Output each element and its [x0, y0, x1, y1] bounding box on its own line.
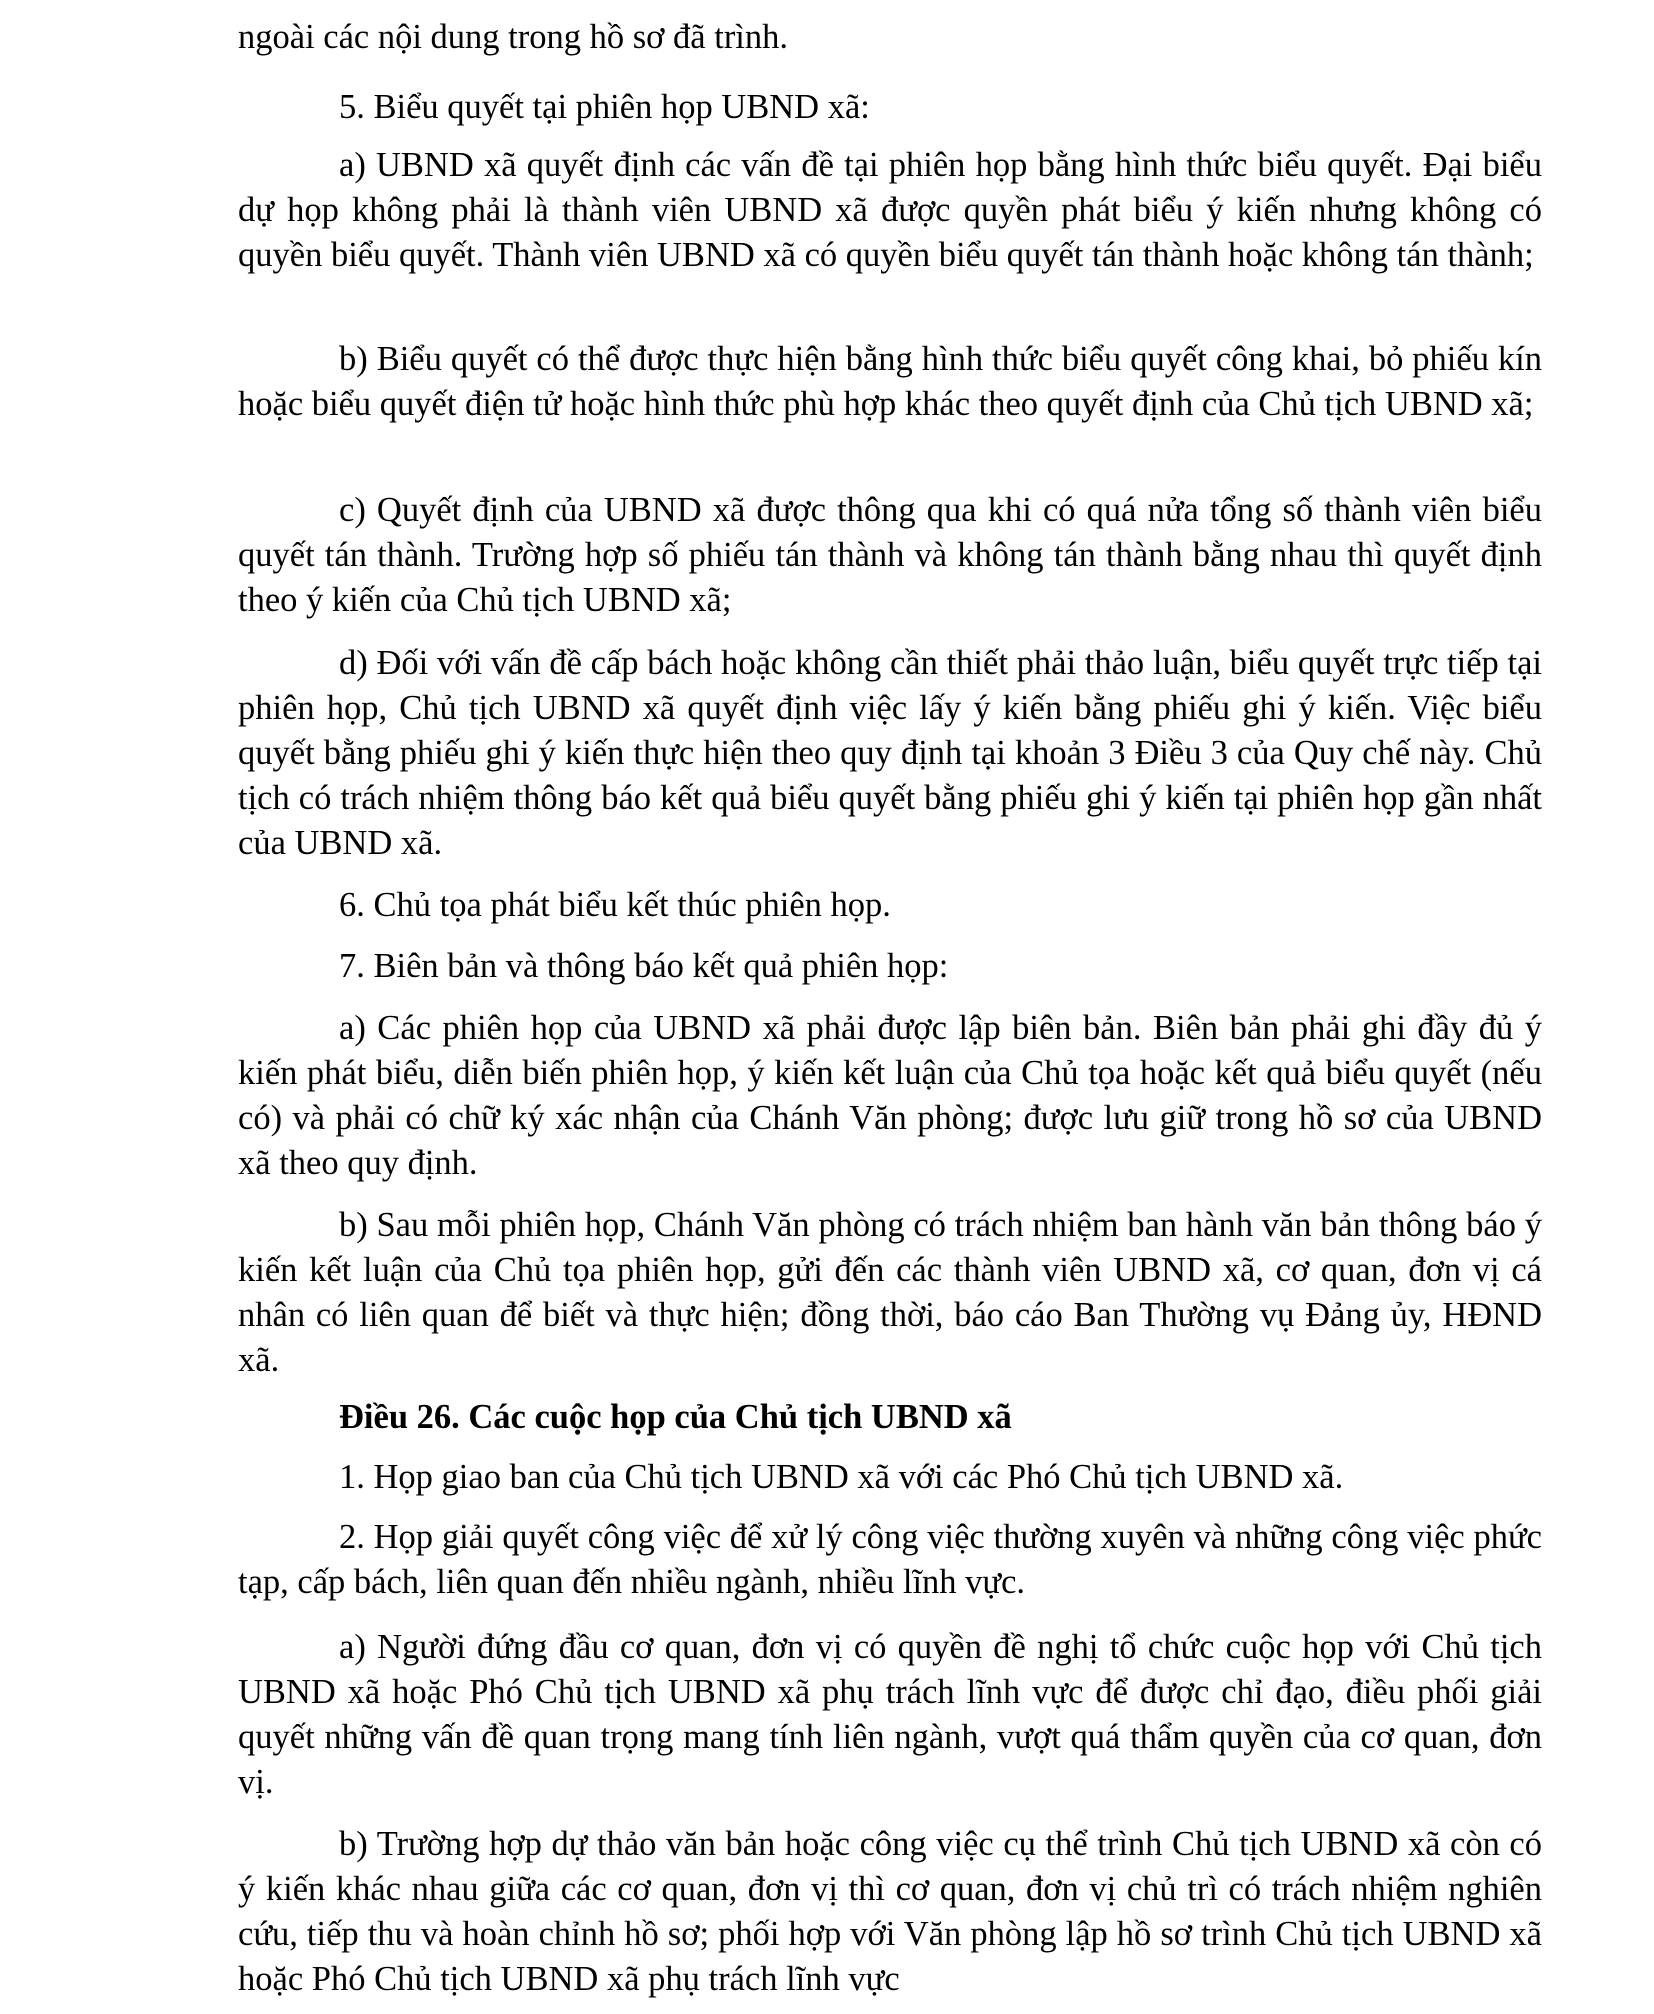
- paragraph-article-26-item-2: 2. Họp giải quyết công việc để xử lý công việc thường xuyên và những công việc phức tạp, cấp bách, liên quan đến nhiều ngành, nhiều lĩnh vực.: [238, 1518, 1542, 1601]
- paragraph-item-5b: b) Biểu quyết có thể được thực hiện bằng hình thức biểu quyết công khai, bỏ phiếu kín hoặc biểu quyết điện tử hoặc hình thức phù hợp khác theo quyết định của Chủ tịch UBND xã;: [238, 340, 1542, 423]
- paragraph-item-5c: c) Quyết định của UBND xã được thông qua khi có quá nửa tổng số thành viên biểu quyết tán thành. Trường hợp số phiếu tán thành và không tán thành bằng nhau thì quyết định theo ý kiến của Chủ tịch UBND xã;: [238, 491, 1542, 619]
- paragraph-item-7-heading: 7. Biên bản và thông báo kết quả phiên họp:: [339, 947, 949, 985]
- paragraph-item-5-heading: 5. Biểu quyết tại phiên họp UBND xã:: [339, 88, 870, 126]
- paragraph-article-26-item-2a: a) Người đứng đầu cơ quan, đơn vị có quyền đề nghị tổ chức cuộc họp với Chủ tịch UBND xã hoặc Phó Chủ tịch UBND xã phụ trách lĩnh vực để được chỉ đạo, điều phối giải quyết những vấn đề quan trọng mang tính liên ngành, vượt quá thẩm quyền của cơ quan, đơn vị.: [238, 1628, 1542, 1801]
- paragraph-item-7a: a) Các phiên họp của UBND xã phải được lập biên bản. Biên bản phải ghi đầy đủ ý kiến phát biểu, diễn biến phiên họp, ý kiến kết luận của Chủ tọa hoặc kết quả biểu quyết (nếu có) và phải có chữ ký xác nhận của Chánh Văn phòng; được lưu giữ trong hồ sơ của UBND xã theo quy định.: [238, 1009, 1542, 1182]
- paragraph-item-5a: a) UBND xã quyết định các vấn đề tại phiên họp bằng hình thức biểu quyết. Đại biểu dự họp không phải là thành viên UBND xã được quyền phát biểu ý kiến nhưng không có quyền biểu quyết. Thành viên UBND xã có quyền biểu quyết tán thành hoặc không tán thành;: [238, 146, 1542, 274]
- paragraph-item-5d: d) Đối với vấn đề cấp bách hoặc không cần thiết phải thảo luận, biểu quyết trực tiếp tại phiên họp, Chủ tịch UBND xã quyết định việc lấy ý kiến bằng phiếu ghi ý kiến. Việc biểu quyết bằng phiếu ghi ý kiến thực hiện theo quy định tại khoản 3 Điều 3 của Quy chế này. Chủ tịch có trách nhiệm thông báo kết quả biểu quyết bằng phiếu ghi ý kiến tại phiên họp gần nhất của UBND xã.: [238, 644, 1542, 862]
- paragraph-article-26-item-1: 1. Họp giao ban của Chủ tịch UBND xã với các Phó Chủ tịch UBND xã.: [339, 1458, 1344, 1496]
- paragraph-item-6: 6. Chủ tọa phát biểu kết thúc phiên họp.: [339, 886, 891, 924]
- paragraph-item-7b: b) Sau mỗi phiên họp, Chánh Văn phòng có trách nhiệm ban hành văn bản thông báo ý kiến kết luận của Chủ tọa phiên họp, gửi đến các thành viên UBND xã, cơ quan, đơn vị cá nhân có liên quan để biết và thực hiện; đồng thời, báo cáo Ban Thường vụ Đảng ủy, HĐND xã.: [238, 1206, 1542, 1379]
- paragraph-continuation: ngoài các nội dung trong hồ sơ đã trình.: [238, 18, 789, 56]
- paragraph-article-26-item-2b: b) Trường hợp dự thảo văn bản hoặc công việc cụ thể trình Chủ tịch UBND xã còn có ý kiến khác nhau giữa các cơ quan, đơn vị thì cơ quan, đơn vị chủ trì có trách nhiệm nghiên cứu, tiếp thu và hoàn chỉnh hồ sơ; phối hợp với Văn phòng lập hồ sơ trình Chủ tịch UBND xã hoặc Phó Chủ tịch UBND xã phụ trách lĩnh vực: [238, 1825, 1542, 1998]
- article-26-heading: Điều 26. Các cuộc họp của Chủ tịch UBND xã: [339, 1398, 1012, 1436]
